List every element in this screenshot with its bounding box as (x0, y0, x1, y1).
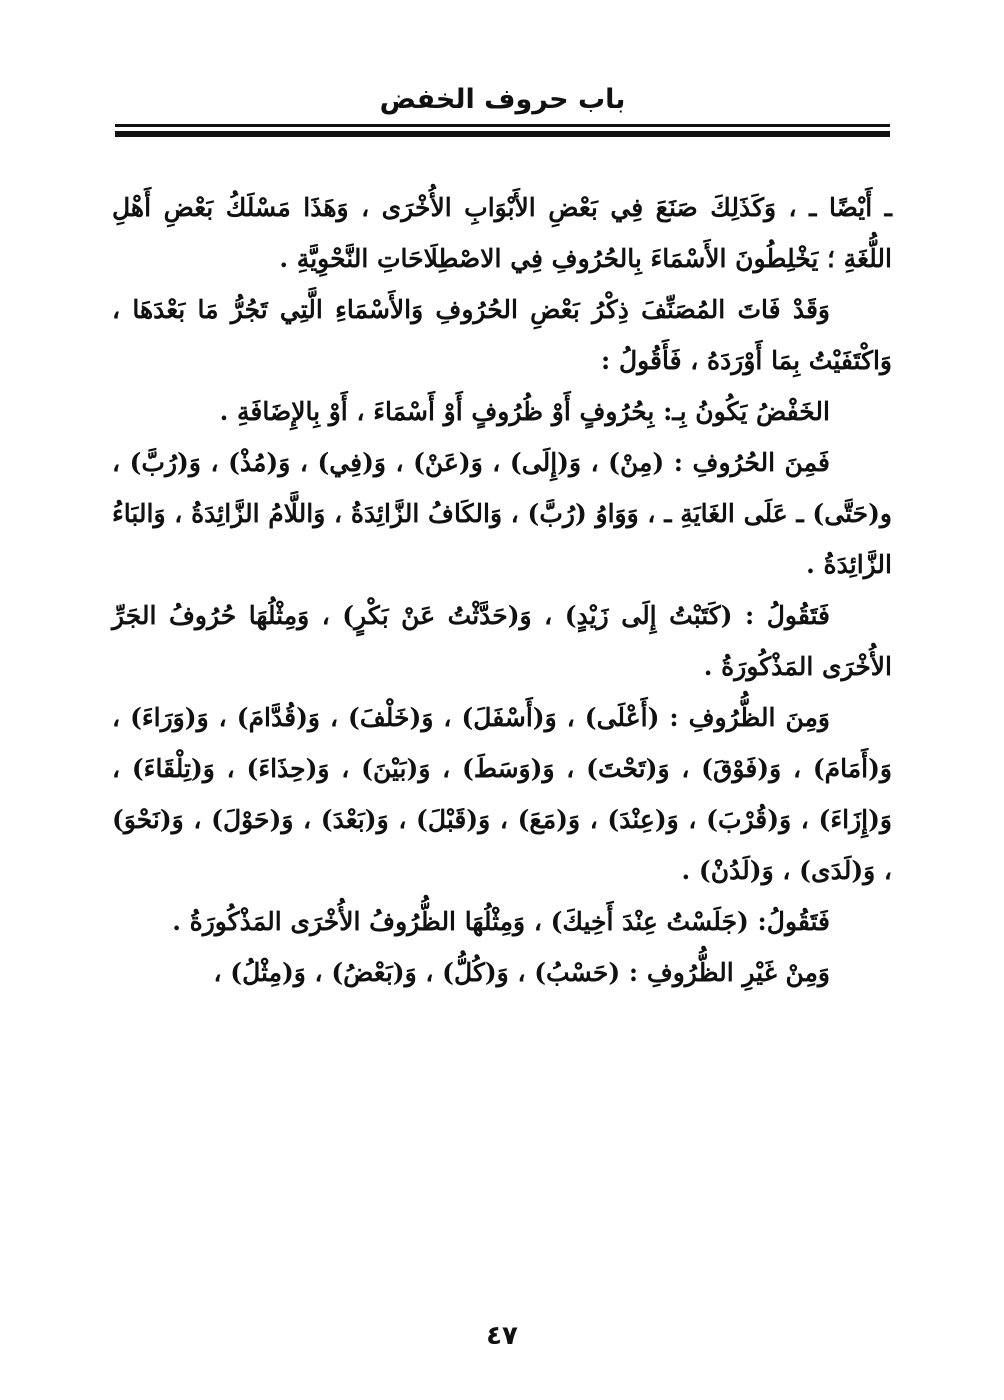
body-text (112, 182, 892, 998)
header-rule-thin (115, 124, 890, 127)
paragraph-particles-example: فَتَقُولُ : (كَتَبْتُ إِلَى زَيْدٍ) ، وَ(حَدَّثْتُ عَنْ بَكْرٍ) ، وَمِثْلُهَا حُرُوفُ الجَرِّ الأُخْرَى المَذْكُورَةُ . (112, 601, 892, 681)
paragraph-adverbs-example: فَتَقُولُ: (جَلَسْتُ عِنْدَ أَخِيكَ) ، وَمِثْلُهَا الظُّرُوفُ الأُخْرَى المَذْكُورَةُ . (172, 907, 830, 936)
paragraph-khafd-definition: الخَفْضُ يَكُونُ بِـ: بِحُرُوفٍ أَوْ ظُرُوفٍ أَوْ أَسْمَاءَ ، أَوْ بِالإِضَافَةِ . (219, 397, 830, 426)
paragraph-adverbs-list: وَمِنَ الظُّرُوفِ : (أَعْلَى) ، وَ(أَسْفَلَ) ، وَ(خَلْفَ) ، وَ(قُدَّامَ) ، وَ(وَرَاءَ) ، وَ(أَمَامَ) ، وَ(فَوْقَ) ، وَ(تَحْتَ) ، وَ(وَسَطَ) ، وَ(بَيْنَ) ، وَ(حِذَاءَ) ، وَ(تِلْقَاءَ) ، وَ(إِزَاءَ) ، وَ(قُرْبَ) ، وَ(عِنْدَ) ، وَ(مَعَ) ، وَ(قَبْلَ) ، وَ(بَعْدَ) ، وَ(حَوْلَ) ، وَ(نَحْوَ) ، وَ(لَدَى) ، وَ(لَدُنْ) . (112, 703, 892, 885)
paragraph-continuation: ـ أَيْضًا ـ ، وَكَذَلِكَ صَنَعَ فِي بَعْضِ الأَبْوَابِ الأُخْرَى ، وَهَذَا مَسْلَكُ بَعْضِ أَهْلِ اللُّغَةِ ؛ يَخْلِطُونَ الأَسْمَاءَ بِالحُرُوفِ فِي الاصْطِلَاحَاتِ النَّحْوِيَّةِ . (112, 193, 892, 273)
page-number: ٤٧ (486, 1321, 518, 1351)
paragraph-author-omission: وَقَدْ فَاتَ المُصَنِّفَ ذِكْرُ بَعْضِ الحُرُوفِ وَالأَسْمَاءِ الَّتِي تَجُرُّ مَا بَعْدَهَا ، وَاكْتَفَيْتُ بِمَا أَوْرَدَهُ ، فَأَقُولُ : (112, 295, 892, 375)
chapter-header-title: باب حروف الخفض (379, 84, 626, 115)
paragraph-non-adverbs-list: وَمِنْ غَيْرِ الظُّرُوفِ : (حَسْبُ) ، وَ(كُلُّ) ، وَ(بَعْضُ) ، وَ(مِثْلُ) ، (213, 958, 830, 987)
paragraph-particles-list: فَمِنَ الحُرُوفِ : (مِنْ) ، وَ(إِلَى) ، وَ(عَنْ) ، وَ(فِي) ، وَ(مُذْ) ، وَ(رُبَّ) ، و(حَتَّى) ـ عَلَى الغَايَةِ ـ ، وَوَاوُ (رُبَّ) ، وَالكَافُ الزَّائِدَةُ ، وَاللَّامُ الزَّائِدَةُ ، وَالبَاءُ الزَّائِدَةُ . (112, 448, 892, 579)
header-rule-thick (115, 131, 890, 137)
